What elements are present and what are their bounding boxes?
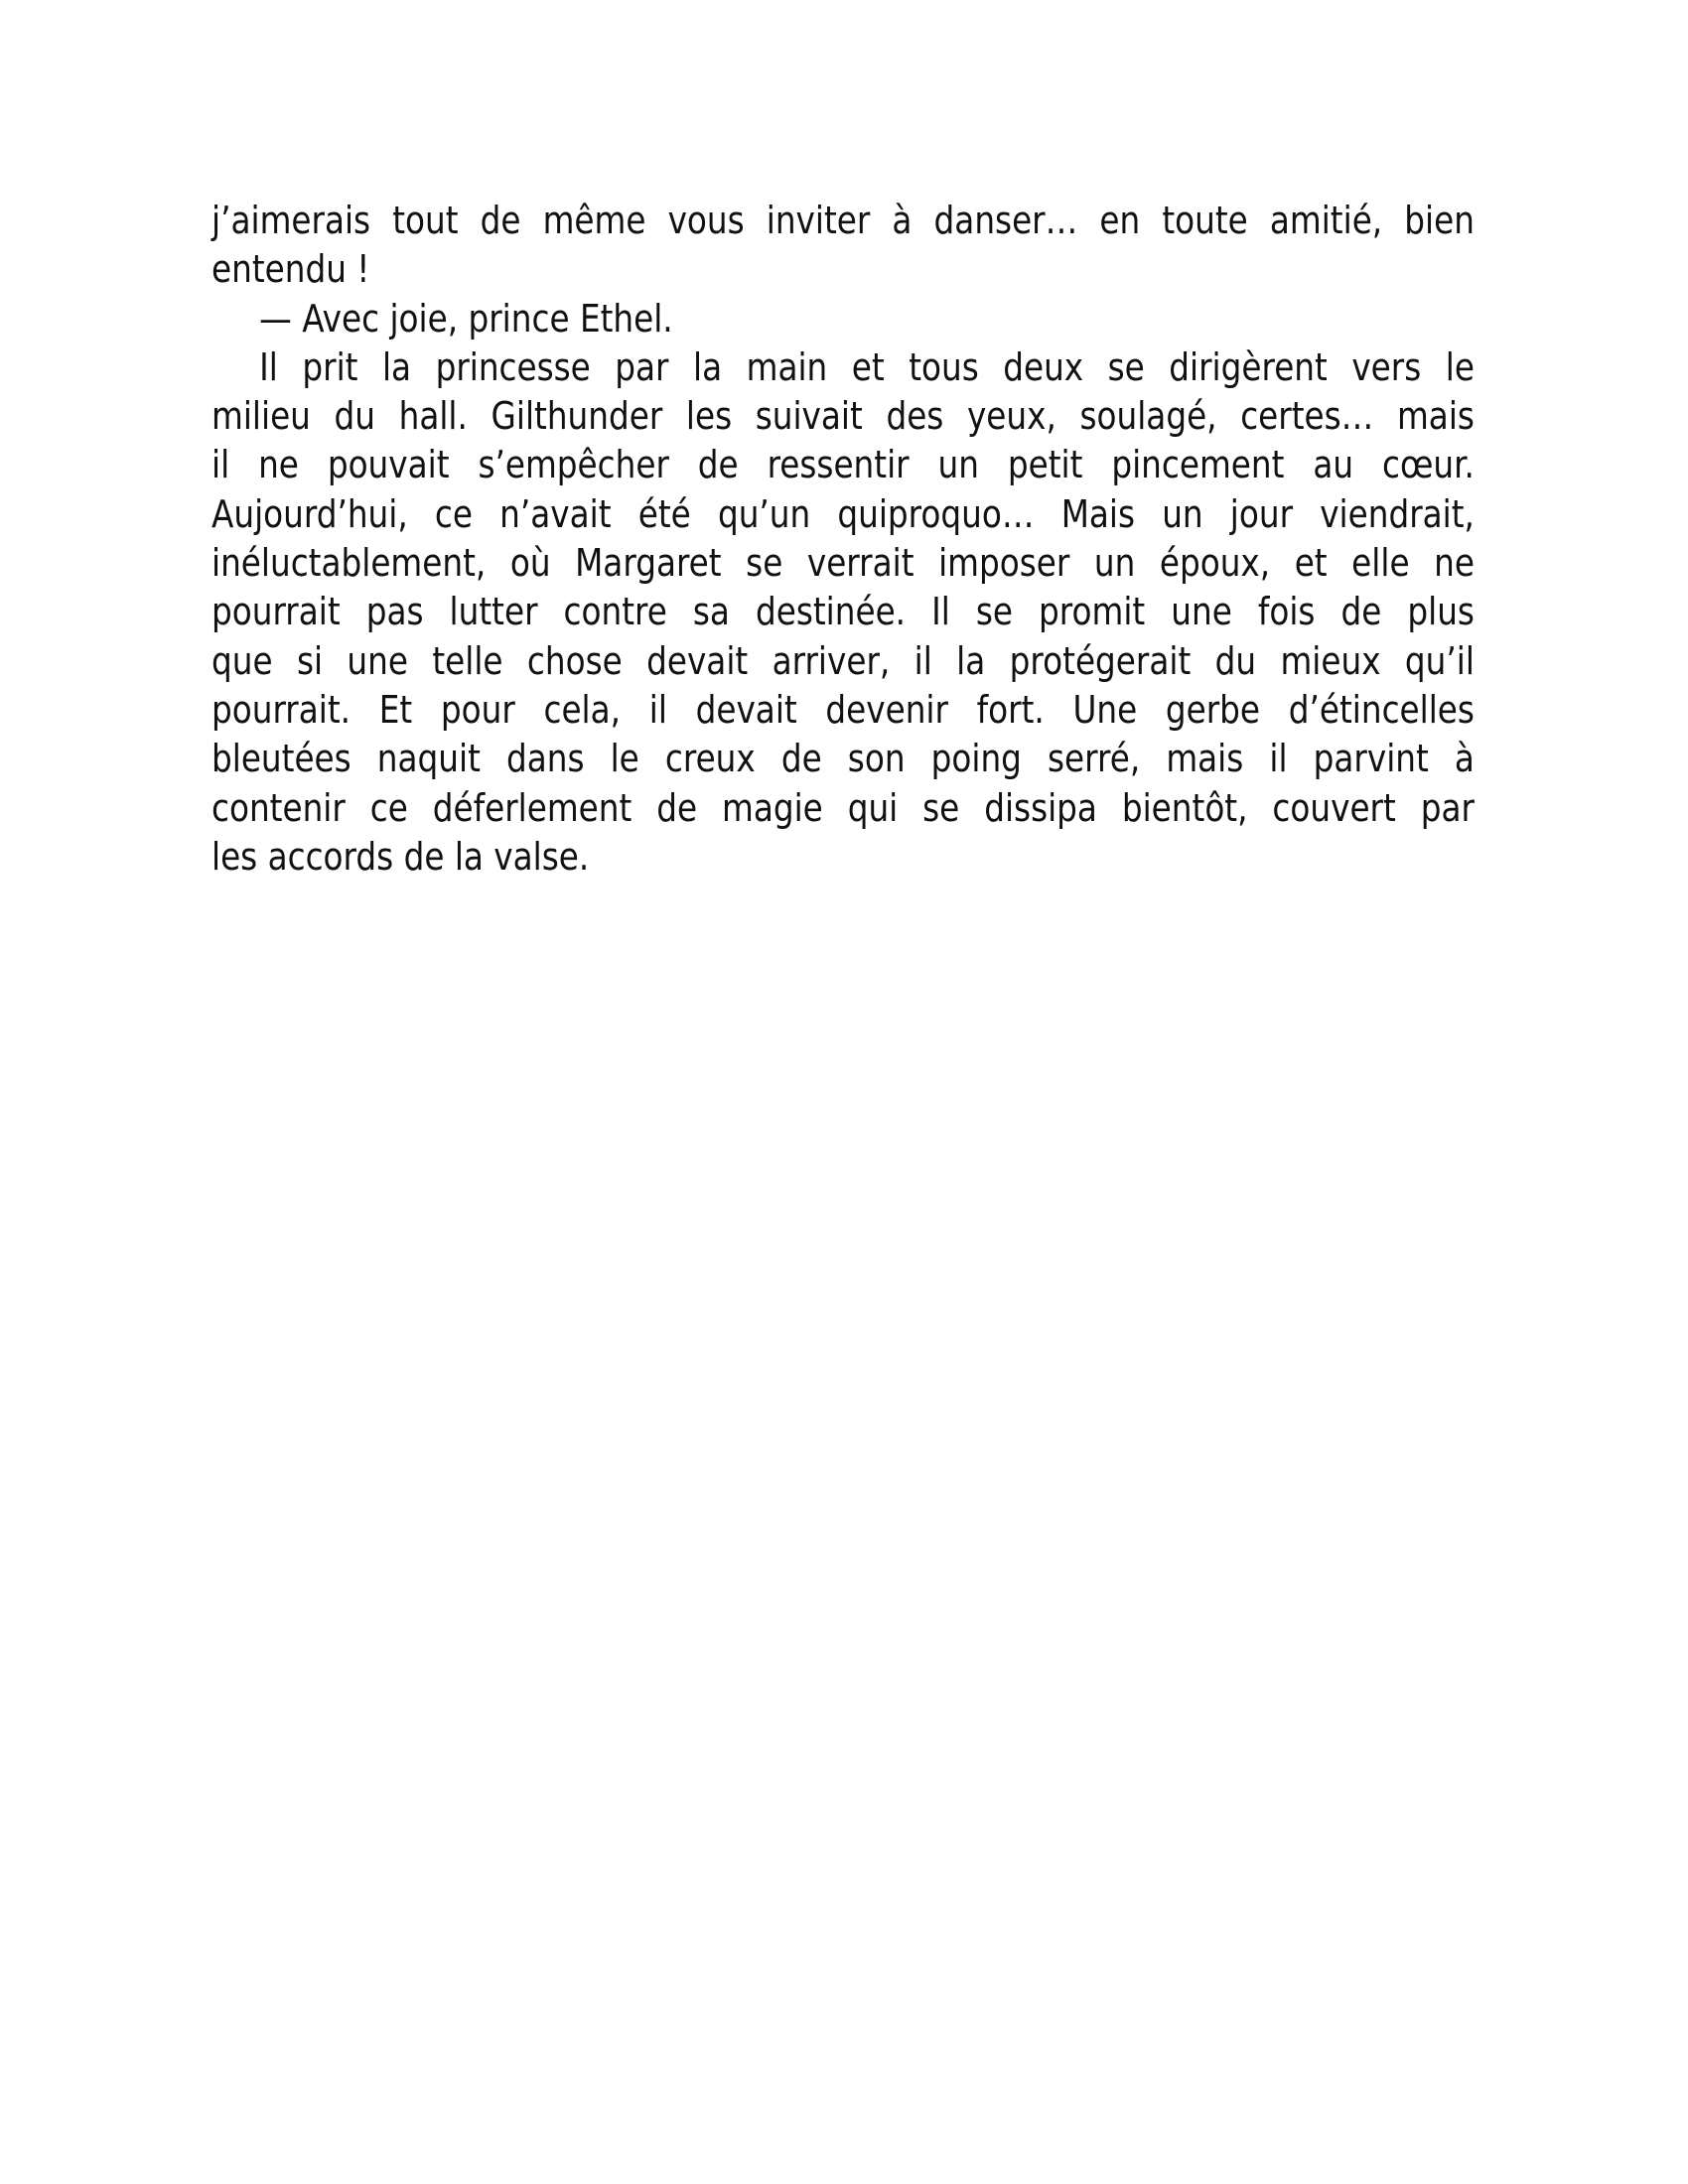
text-line: bleutées naquit dans le creux de son poing serré, mais il parvint à: [211, 737, 1475, 781]
text-line: pourrait pas lutter contre sa destinée. Il se promit une fois de plus: [211, 590, 1475, 634]
text-line: contenir ce déferlement de magie qui se dissipa bientôt, couvert par: [211, 785, 1475, 830]
paragraph-continuation: [211, 197, 1475, 295]
text-line: milieu du hall. Gilthunder les suivait des yeux, soulagé, certes… mais: [211, 394, 1475, 439]
text-line: entendu !: [211, 247, 370, 292]
text-line: Aujourd’hui, ce n’avait été qu’un quiproquo… Mais un jour viendrait,: [211, 491, 1475, 536]
text-line: Il prit la princesse par la main et tous deux se dirigèrent vers le: [259, 344, 1475, 389]
text-line: pourrait. Et pour cela, il devait devenir fort. Une gerbe d’étincelles: [211, 687, 1475, 732]
text-line: il ne pouvait s’empêcher de ressentir un petit pincement au cœur.: [211, 443, 1475, 487]
text-line: inéluctablement, où Margaret se verrait imposer un époux, et elle ne: [211, 541, 1475, 586]
text-line: que si une telle chose devait arriver, il la protégerait du mieux qu’il: [211, 638, 1475, 683]
body-text: [211, 197, 1475, 882]
text-line: j’aimerais tout de même vous inviter à danser… en toute amitié, bien: [211, 199, 1475, 242]
text-line: les accords de la valse.: [211, 834, 590, 879]
text-line: — Avec joie, prince Ethel.: [259, 296, 673, 341]
paragraph-narration: [211, 343, 1475, 882]
paragraph-dialogue: [211, 295, 1475, 343]
